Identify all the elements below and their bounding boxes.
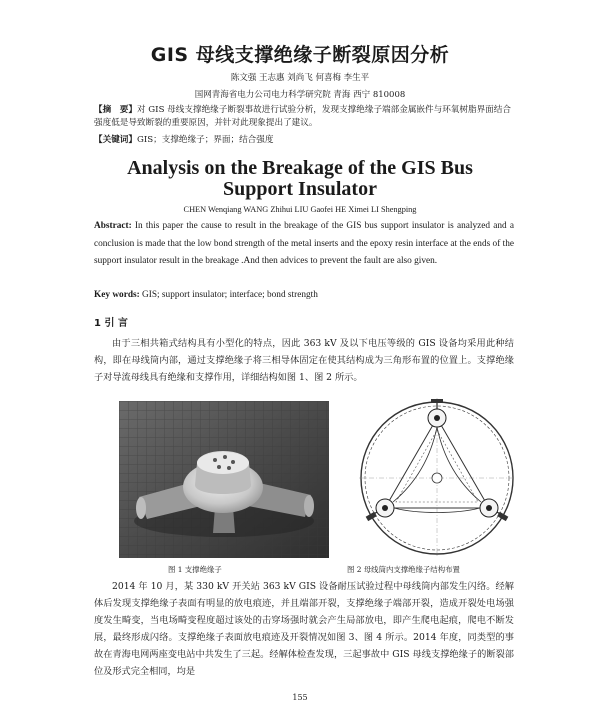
keywords-en-text: GIS; support insulator; interface; bond strength bbox=[142, 290, 318, 300]
authors-cn: 陈文强 王志惠 刘尚飞 何喜梅 李生平 bbox=[230, 73, 370, 83]
figure-1-caption: 图 1 支撑绝缘子 bbox=[168, 565, 222, 574]
affiliation-cn: 国网青海省电力公司电力科学研究院 青海 西宁 810008 bbox=[194, 90, 406, 100]
abstract-en-text: In this paper the cause to result in the breakage of the GIS bus support insulator is analyzed and a conclusion is made that the low bond strength of the metal inserts and the epoxy resin interface at the ends of the support insulator result in the breakage .And then advices to prevent the fault are also given. bbox=[94, 221, 514, 266]
paper-title-cn: GIS 母线支撑绝缘子断裂原因分析 bbox=[150, 44, 450, 66]
keywords-en bbox=[94, 289, 514, 302]
authors-en: CHEN Wenqiang WANG Zhihui LIU Gaofei HE Ximei LI Shengping bbox=[183, 205, 417, 214]
abstract-en-label: Abstract: bbox=[94, 221, 132, 231]
paper-title-en: Analysis on the Breakage of the GIS Bus Support Insulator bbox=[127, 157, 473, 200]
keywords-cn-label: 【关键词】 bbox=[94, 135, 137, 145]
abstract-en bbox=[94, 218, 514, 271]
body-paragraph-2: 2014 年 10 月，某 330 kV 开关站 363 kV GIS 设备耐压试验过程中母线筒内部发生闪络。经解体后发现支撑绝缘子表面有明显的放电痕迹，并且端部开裂，支撑绝缘子端部开裂，造成开裂处电场强度发生畸变，当电场畸变程度超过该处的击穿场强时就会产生局部放电，即产生爬电起痕，爬电不断发展，最终形成闪络。支撑绝缘子表面放电痕迹及开裂情况如图 3、图 4 所示。2014 年度，同类型的事故在青海电网两座变电站中共发生了三起。经解体检查发现，三起事故中 GIS 母线支撑绝缘子的断裂部位及形式完全相同，均是 bbox=[94, 581, 514, 677]
keywords-cn-text: GIS；支撑绝缘子；界面；结合强度 bbox=[136, 135, 274, 145]
figure-2-caption: 图 2 母线筒内支撑绝缘子结构布置 bbox=[347, 565, 460, 574]
page-number: 155 bbox=[292, 693, 308, 702]
keywords-en-label: Key words: bbox=[94, 290, 140, 300]
keywords-cn bbox=[94, 134, 514, 147]
abstract-cn-label: 【摘 要】 bbox=[94, 105, 137, 115]
abstract-cn bbox=[94, 104, 514, 130]
figure-2-structure-diagram bbox=[357, 396, 517, 559]
abstract-cn-text: 对 GIS 母线支撑绝缘子断裂事故进行试验分析，发现支撑绝缘子端部金属嵌件与环氧树脂界面结合强度低是导致断裂的重要原因，并针对此现象提出了建议。 bbox=[94, 105, 511, 128]
figure-1-insulator-photo bbox=[119, 401, 329, 558]
section-heading-introduction: 1 引 言 bbox=[94, 318, 128, 329]
body-paragraph-1: 由于三相共箱式结构具有小型化的特点，因此 363 kV 及以下电压等级的 GIS 设备均采用此种结构，即在母线筒内部，通过支撑绝缘子将三相导体固定在使其结构成为三角形布置的位置上。支撑绝缘子对导流母线具有绝缘和支撑作用，详细结构如图 1、图 2 所示。 bbox=[94, 338, 514, 383]
